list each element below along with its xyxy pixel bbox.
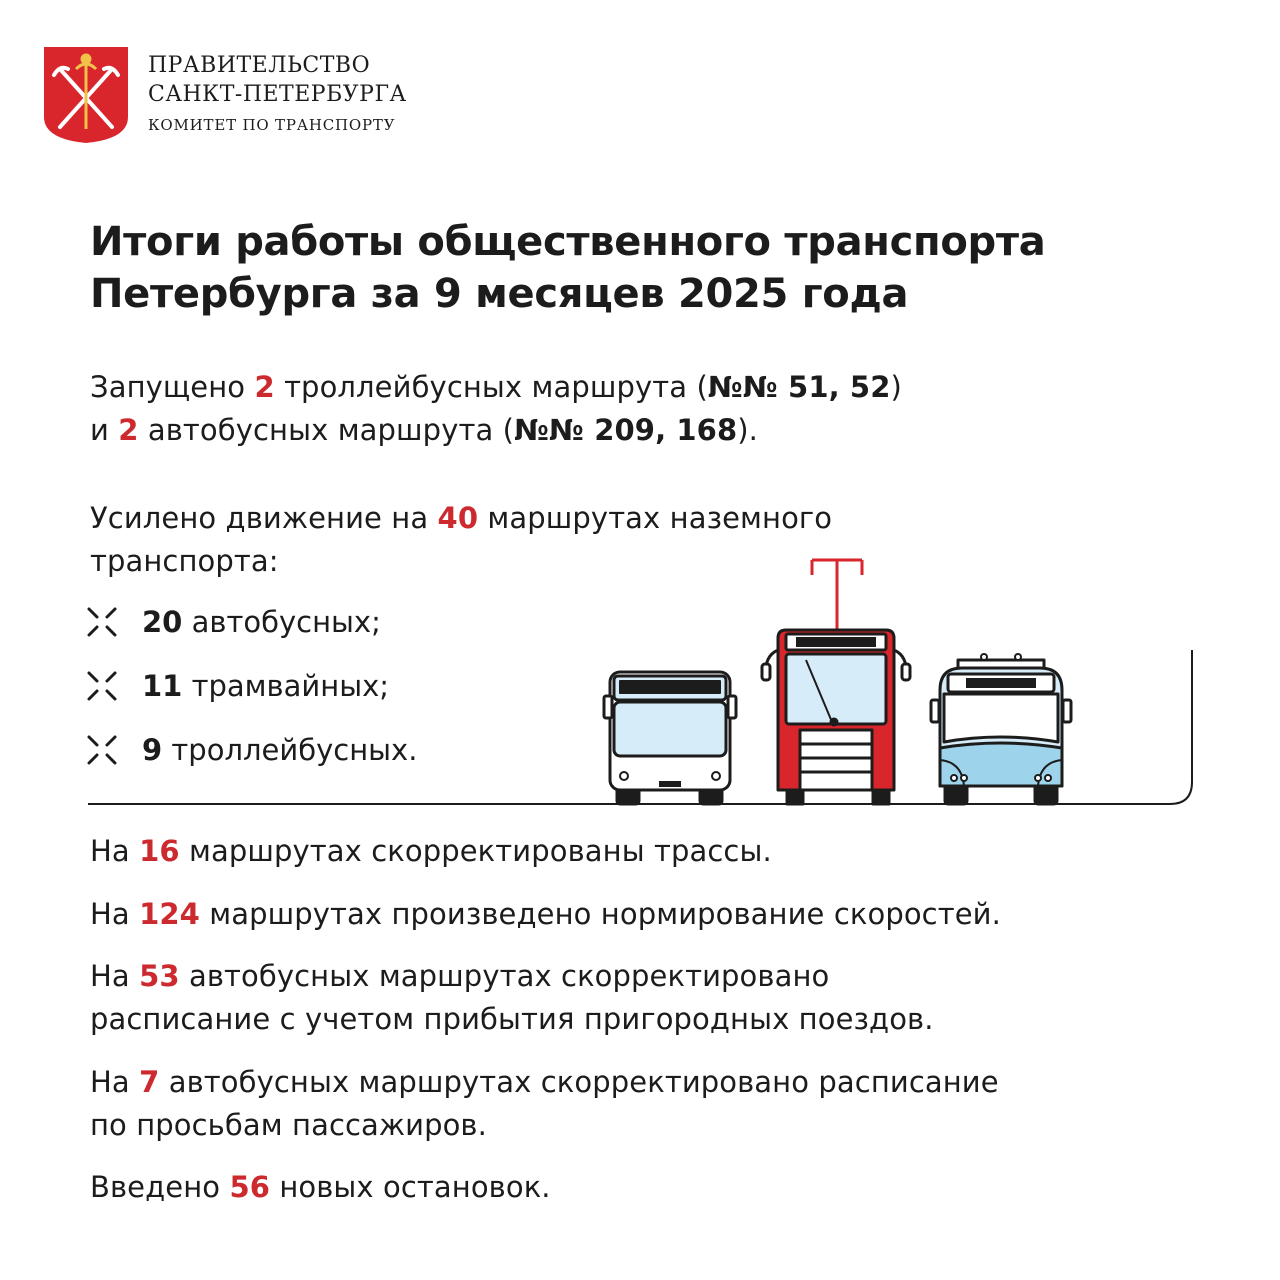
launched-routes bbox=[90, 366, 902, 452]
fact-line-2: расписание с учетом прибытия пригородных поездов. bbox=[90, 1002, 934, 1036]
text: троллейбусных маршрута ( bbox=[274, 370, 708, 404]
title-line-2: Петербурга за 9 месяцев 2025 года bbox=[90, 271, 909, 317]
text: ) bbox=[890, 370, 902, 404]
fact-item bbox=[90, 1061, 999, 1147]
item-number: 20 bbox=[142, 605, 183, 639]
text: и bbox=[90, 413, 119, 447]
highlight-number: 7 bbox=[139, 1065, 160, 1099]
text: ). bbox=[737, 413, 758, 447]
text: На bbox=[90, 897, 140, 931]
text: Усилено движение на bbox=[90, 501, 438, 535]
fact-item bbox=[90, 955, 934, 1041]
fact-line-2: по просьбам пассажиров. bbox=[90, 1108, 487, 1142]
highlight-number: 2 bbox=[254, 370, 275, 404]
text: На bbox=[90, 1065, 140, 1099]
org-line-2: САНКТ-ПЕТЕРБУРГА bbox=[148, 82, 407, 107]
text: новых остановок. bbox=[270, 1170, 551, 1204]
bus-icon bbox=[604, 672, 736, 804]
highlight-number: 40 bbox=[437, 501, 479, 535]
fact-item bbox=[90, 830, 772, 873]
text: На bbox=[90, 959, 140, 993]
spb-coat-of-arms-icon bbox=[44, 47, 128, 143]
text: автобусных маршрута ( bbox=[138, 413, 515, 447]
organization-name bbox=[148, 51, 407, 138]
text: автобусных маршрутах скорректировано bbox=[179, 959, 830, 993]
item-number: 11 bbox=[142, 669, 183, 703]
trolleybus-icon bbox=[931, 654, 1071, 804]
text: маршрутах скорректированы трассы. bbox=[179, 834, 772, 868]
fact-item bbox=[90, 1166, 551, 1209]
title-line-1: Итоги работы общественного транспорта bbox=[90, 219, 1046, 265]
org-line-3: КОМИТЕТ ПО ТРАНСПОРТУ bbox=[148, 116, 396, 134]
header bbox=[44, 47, 464, 143]
expand-arrows-icon bbox=[86, 670, 118, 702]
highlight-number: 2 bbox=[118, 413, 139, 447]
expand-arrows-icon bbox=[86, 606, 118, 638]
item-text: троллейбусных. bbox=[162, 733, 418, 767]
reinforced-routes bbox=[90, 497, 832, 583]
item-text: автобусных; bbox=[182, 605, 381, 639]
text: Введено bbox=[90, 1170, 230, 1204]
expand-arrows-icon bbox=[86, 734, 118, 766]
route-numbers: №№ 209, 168 bbox=[514, 413, 738, 447]
text: Запущено bbox=[90, 370, 255, 404]
reinforced-line-2: транспорта: bbox=[90, 544, 279, 578]
highlight-number: 16 bbox=[139, 834, 180, 868]
text: маршрутах произведено нормирование скоростей. bbox=[199, 897, 1001, 931]
item-text: трамвайных; bbox=[182, 669, 390, 703]
fact-item bbox=[90, 893, 1001, 936]
item-number: 9 bbox=[142, 733, 163, 767]
fact-line-1 bbox=[90, 1061, 999, 1104]
list-item-label bbox=[142, 664, 389, 708]
route-numbers: №№ 51, 52 bbox=[707, 370, 891, 404]
org-line-1: ПРАВИТЕЛЬСТВО bbox=[148, 53, 371, 78]
highlight-number: 56 bbox=[229, 1170, 271, 1204]
text: На bbox=[90, 834, 140, 868]
fact-line-1 bbox=[90, 955, 934, 998]
reinforced-line-1 bbox=[90, 497, 832, 540]
text: маршрутах наземного bbox=[478, 501, 833, 535]
text: автобусных маршрутах скорректировано расписание bbox=[159, 1065, 999, 1099]
page-title bbox=[90, 216, 1045, 320]
list-item-label bbox=[142, 600, 381, 644]
launched-line-1 bbox=[90, 366, 902, 409]
tram-icon bbox=[762, 560, 910, 804]
launched-line-2 bbox=[90, 409, 902, 452]
list-item-label bbox=[142, 728, 417, 772]
highlight-number: 124 bbox=[139, 897, 200, 931]
highlight-number: 53 bbox=[139, 959, 180, 993]
